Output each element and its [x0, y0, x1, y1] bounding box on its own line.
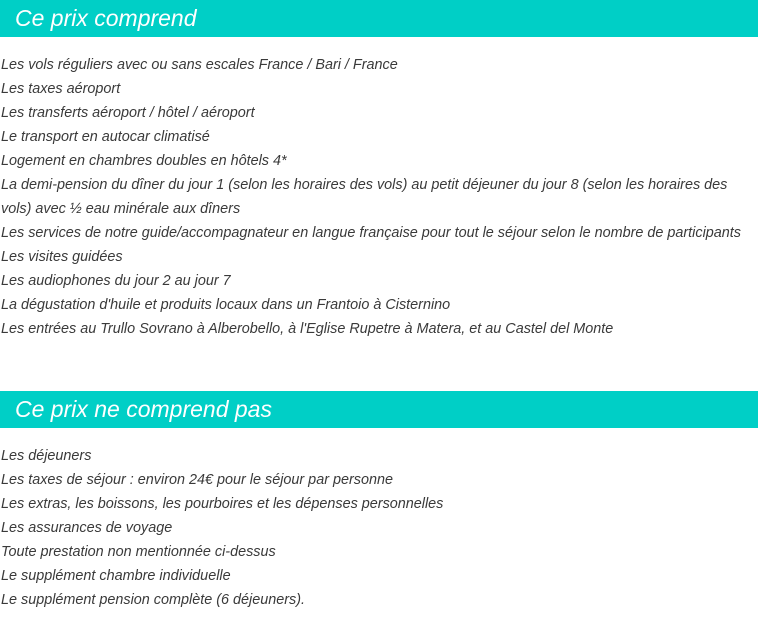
list-item: Les services de notre guide/accompagnateur en langue française pour tout le séjour selon le nombre de participants: [1, 225, 741, 241]
excluded-header: [0, 391, 758, 428]
list-item: Les vols réguliers avec ou sans escales France / Bari / France: [1, 57, 398, 73]
included-title: Ce prix comprend: [15, 5, 197, 31]
list-item: Les entrées au Trullo Sovrano à Alberobello, à l'Eglise Rupetre à Matera, et au Castel del Monte: [1, 321, 614, 337]
list-item: Le supplément chambre individuelle: [1, 568, 231, 584]
list-item: La dégustation d'huile et produits locaux dans un Frantoio à Cisternino: [1, 297, 451, 313]
list-item: La demi-pension du dîner du jour 1 (selon les horaires des vols) au petit déjeuner du jour 8 (selon les horaires des vols) avec ½ eau minérale aux dîners: [1, 177, 728, 217]
list-item: Les transferts aéroport / hôtel / aéroport: [1, 105, 255, 121]
included-list: [0, 53, 758, 341]
list-item: Les déjeuners: [1, 448, 92, 464]
list-item: Les visites guidées: [1, 249, 123, 265]
list-item: Les extras, les boissons, les pourboires et les dépenses personnelles: [1, 496, 444, 512]
list-item: Les assurances de voyage: [1, 520, 173, 536]
list-item: Logement en chambres doubles en hôtels 4*: [1, 153, 287, 169]
list-item: Toute prestation non mentionnée ci-dessus: [1, 544, 276, 560]
included-header: [0, 0, 758, 37]
excluded-title: Ce prix ne comprend pas: [15, 396, 272, 422]
list-item: Les audiophones du jour 2 au jour 7: [1, 273, 231, 289]
list-item: Le supplément pension complète (6 déjeuners).: [1, 592, 305, 608]
excluded-list: [0, 444, 758, 612]
list-item: Le transport en autocar climatisé: [1, 129, 210, 145]
list-item: Les taxes de séjour : environ 24€ pour le séjour par personne: [1, 472, 393, 488]
excluded-section: [0, 391, 758, 612]
list-item: Les taxes aéroport: [1, 81, 121, 97]
